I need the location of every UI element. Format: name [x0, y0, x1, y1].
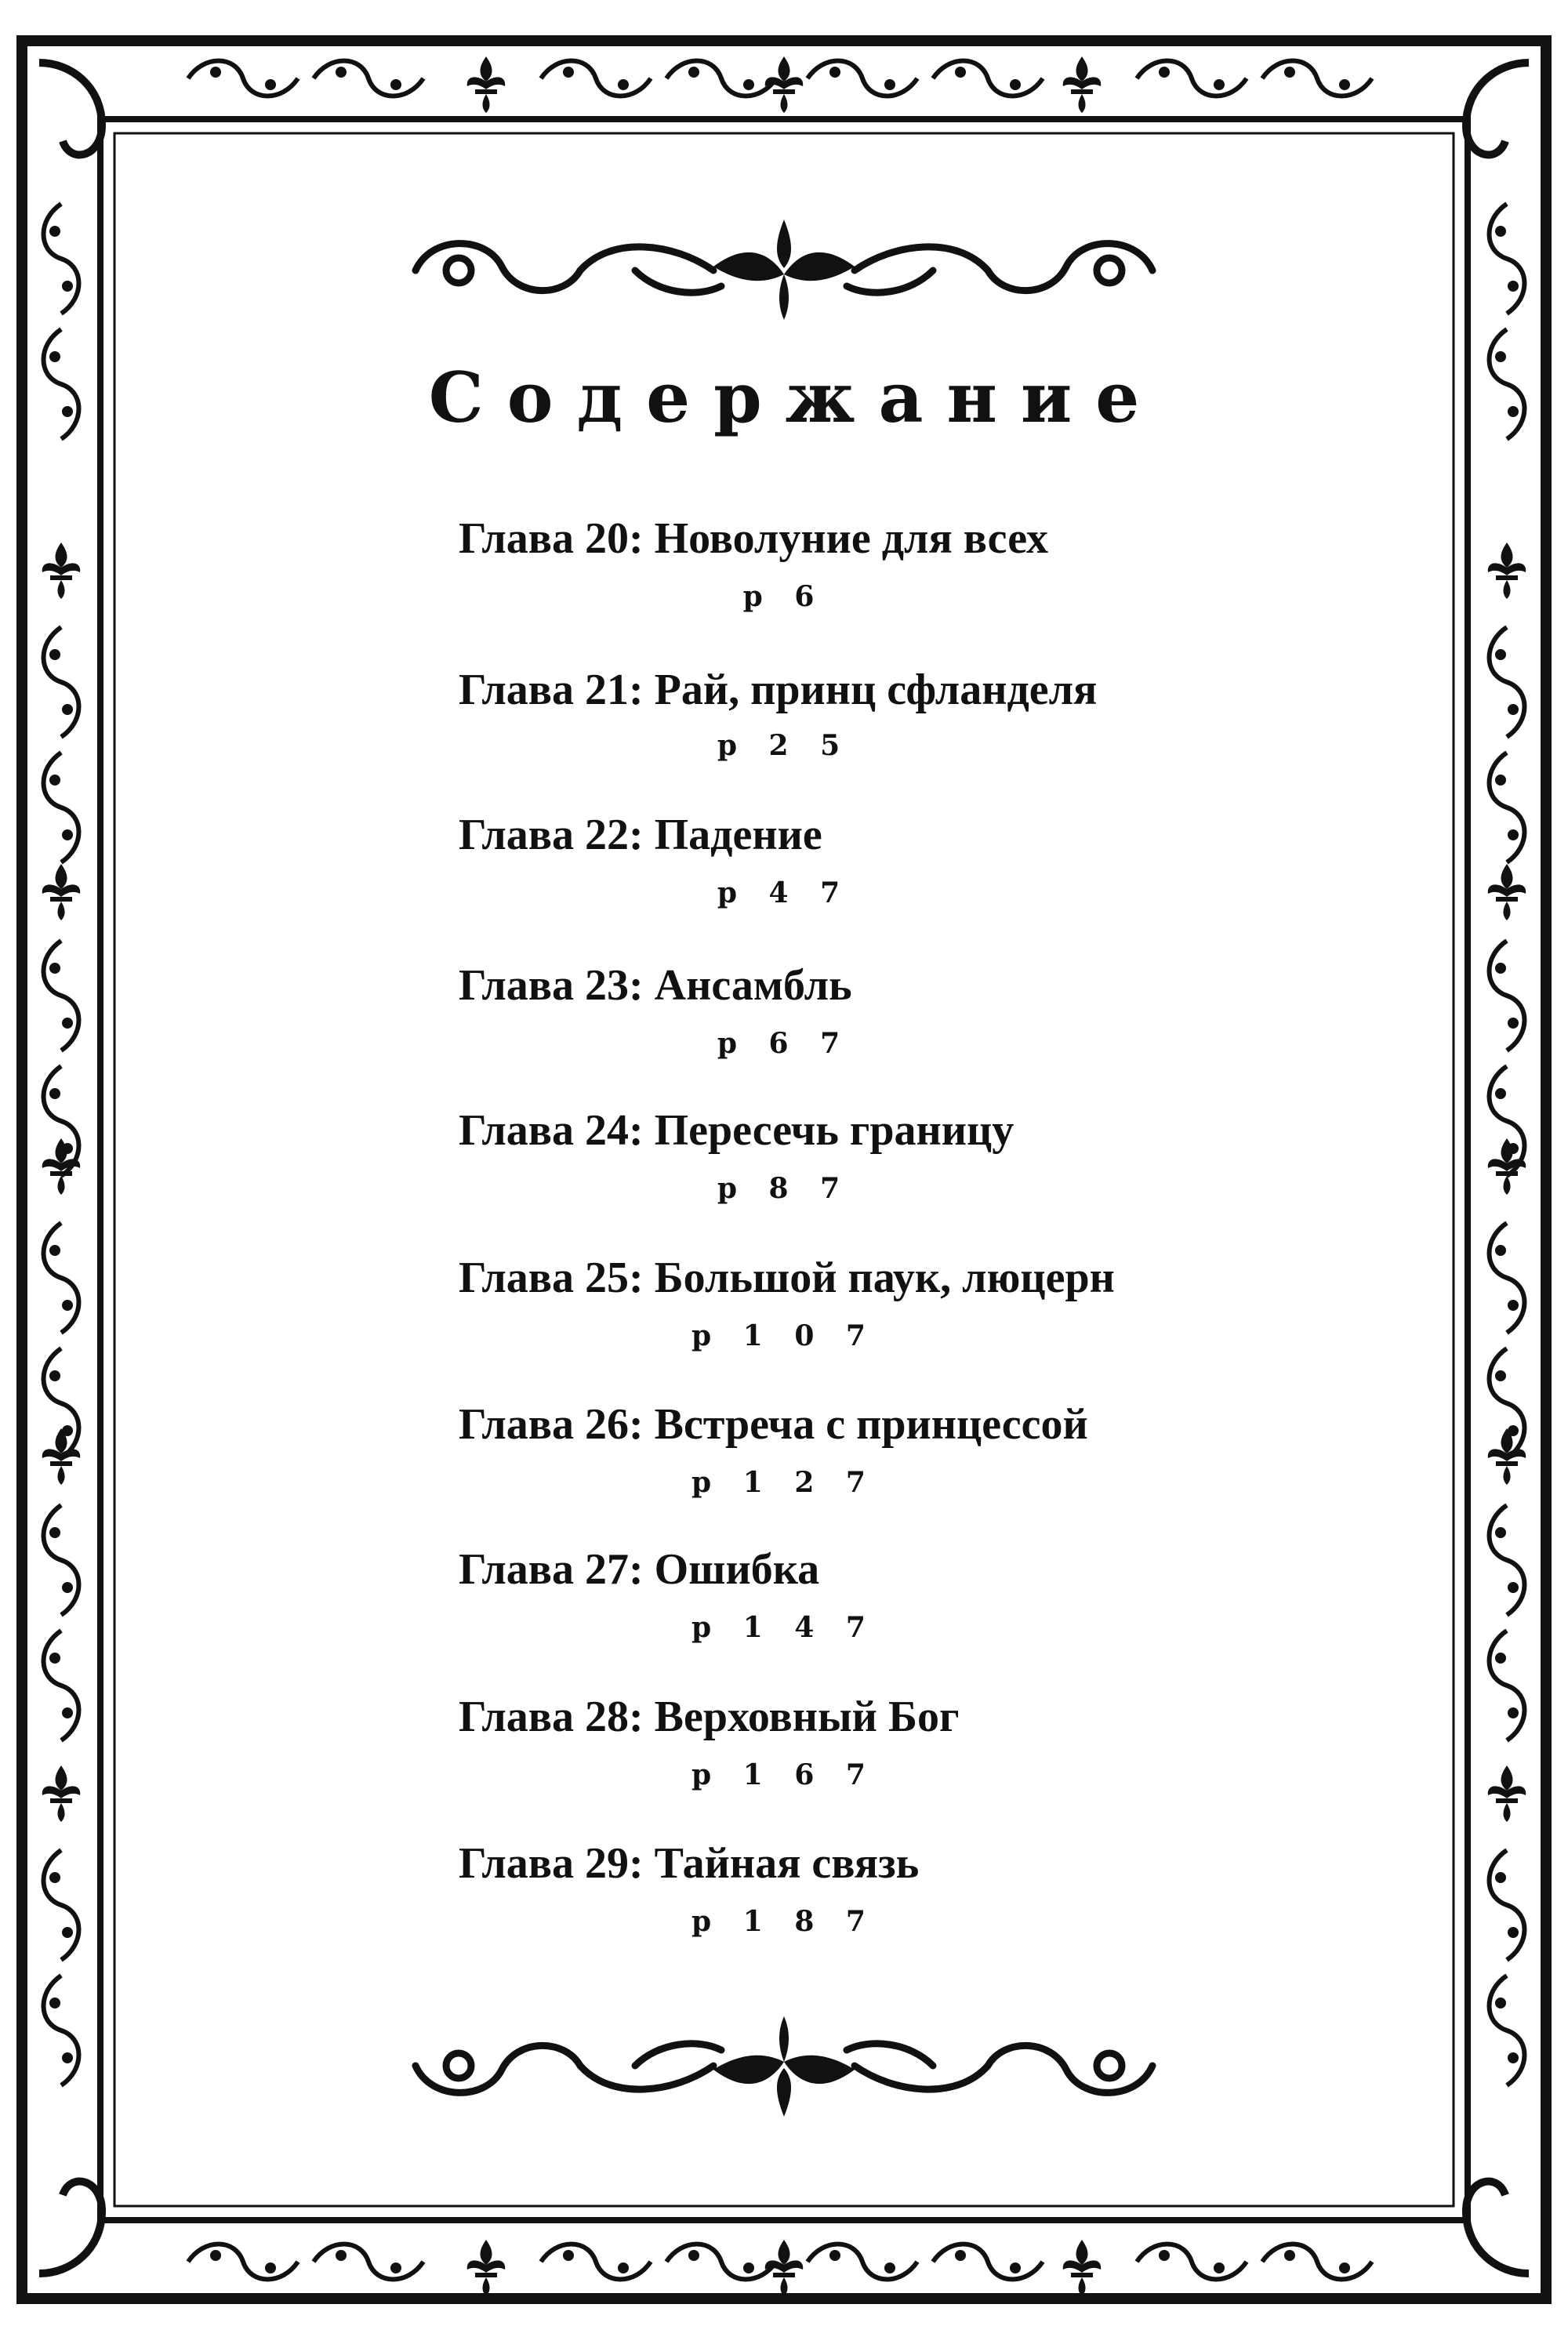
page-number: p 4 7 — [717, 876, 851, 909]
chapter-title: Глава 21: Рай, принц сфланделя — [459, 666, 1098, 714]
chapter-title: Глава 25: Большой паук, люцерн — [459, 1254, 1115, 1302]
chapter-title: Глава 22: Падение — [459, 811, 822, 859]
page-number: p 1 2 7 — [691, 1466, 877, 1499]
chapter-title: Глава 27: Ошибка — [459, 1545, 820, 1594]
page-number: p 6 — [742, 580, 826, 613]
page-number: p 1 6 7 — [691, 1758, 877, 1791]
chapter-title: Глава 29: Тайная связь — [459, 1839, 920, 1888]
page-number: p 1 8 7 — [691, 1905, 877, 1938]
chapter-title: Глава 20: Новолуние для всех — [459, 514, 1048, 563]
page-number: p 2 5 — [717, 729, 851, 762]
chapter-title: Глава 28: Верховный Бог — [459, 1693, 960, 1741]
page-title: Содержание — [428, 357, 1163, 438]
page-number: p 8 7 — [717, 1172, 851, 1205]
chapter-title: Глава 24: Пересечь границу — [459, 1106, 1014, 1155]
page-number: p 1 4 7 — [691, 1611, 877, 1644]
chapter-title: Глава 23: Ансамбль — [459, 961, 852, 1010]
page-number: p 6 7 — [717, 1027, 851, 1060]
chapter-title: Глава 26: Встреча с принцессой — [459, 1400, 1088, 1449]
page-number: p 1 0 7 — [691, 1319, 877, 1352]
